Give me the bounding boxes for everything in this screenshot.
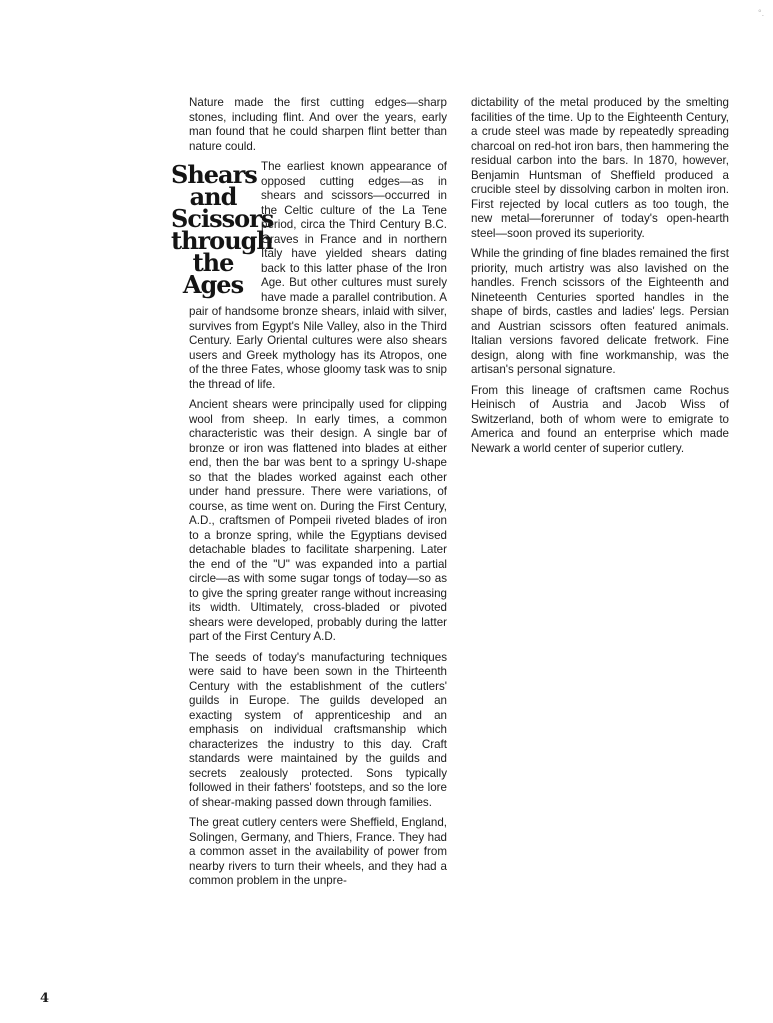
left-column — [171, 96, 447, 895]
corner-mark: °. — [758, 8, 765, 18]
right-column — [471, 96, 729, 462]
paragraph-lineage: From this lineage of craftsmen came Rochus Heinisch of Austria and Jacob Wiss of Switzerland, both of whom were to emigrate to America and found an enterprise which made Newark a world center of superior cutlery. — [471, 383, 729, 455]
title-line: the Ages — [182, 248, 244, 299]
article-title — [171, 160, 274, 299]
title-line: Scissors — [171, 204, 274, 233]
paragraph-cutlery-centers: The great cutlery centers were Sheffield, England, Solingen, Germany, and Thiers, France. They had a common asset in the availability of power from nearby rivers to turn their wheels, and they had a common problem in the unpre- — [189, 816, 447, 887]
paragraph-guilds: The seeds of today's manufacturing techniques were said to have been sown in the Thirteenth Century with the establishment of the cutlers' guilds in Europe. The guilds developed an exacting system of apprenticeship and an emphasis on individual craftsmanship which characterizes the industry to this day. Craft standards were maintained by the guilds and secrets zealously protected. Sons typically followed in their fathers' footsteps, and so the lore of shear-making passed down through families. — [189, 650, 447, 809]
paragraph-earliest: The earliest known appearance of opposed cutting edges—as in shears and scissors—occurred in the Celtic culture of the La Tene period, circa the Third Century B.C. Graves in France and in northern Italy have yielded shears dating back to this latter phase of the Iron Age. But other cultures must surely have made a parallel contribution. A pair of handsome bronze shears, inlaid with silver, survives from Egypt's Nile Valley, also in the Third Century. Early Oriental cultures were also shears users and Greek mythology has its Atropos, one of the three Fates, whose gloomy task was to snip the thread of life. — [189, 160, 447, 391]
title-line: Shears — [171, 160, 257, 189]
page-number: 4 — [40, 991, 50, 1006]
paragraph-ancient-shears: Ancient shears were principally used for clipping wool from sheep. In early times, a common characteristic was their design. A single bar of bronze or iron was flattened into blades at either end, then the bar was bent to a springy U-shape so that the blades worked against each other under hand pressure. There were variations, of course, as time went on. During the First Century, A.D., craftsmen of Pompeii riveted blades of iron to a bronze spring, while the Egyptians devised detachable blades to facilitate sharpening. Later the end of the "U" was expanded into a partial circle—as with some sugar tongs of today—so as to give the spring greater range without increasing its width. Ultimately, cross-bladed or pivoted shears were developed, probably during the latter part of the First Century A.D. — [189, 398, 447, 643]
paragraph-intro: Nature made the first cutting edges—sharp stones, including flint. And over the years, early man found that he could sharpen flint better than nature could. — [189, 96, 447, 153]
paragraph-steel: dictability of the metal produced by the smelting facilities of the time. Up to the Eighteenth Century, a crude steel was made by repeatedly spreading charcoal on red-hot iron bars, then hammering the residual carbon into the bars. In 1870, however, Benjamin Huntsman of Sheffield produced a crucible steel by dissolving carbon in molten iron. First rejected by local cutlers as too tough, the new metal—forerunner of today's open-hearth steel—soon proved its superiority. — [471, 96, 729, 240]
title-line: and — [189, 182, 237, 211]
title-line: through — [171, 226, 273, 255]
paragraph-handles: While the grinding of fine blades remained the first priority, much artistry was also lavished on the handles. French scissors of the Eighteenth and Nineteenth Centuries sported handles in the shape of birds, castles and ladies' legs. Persian and Austrian scissors often featured animals. Italian versions favored delicate fretwork. Fine design, along with fine workmanship, was the artisan's personal signature. — [471, 247, 729, 376]
